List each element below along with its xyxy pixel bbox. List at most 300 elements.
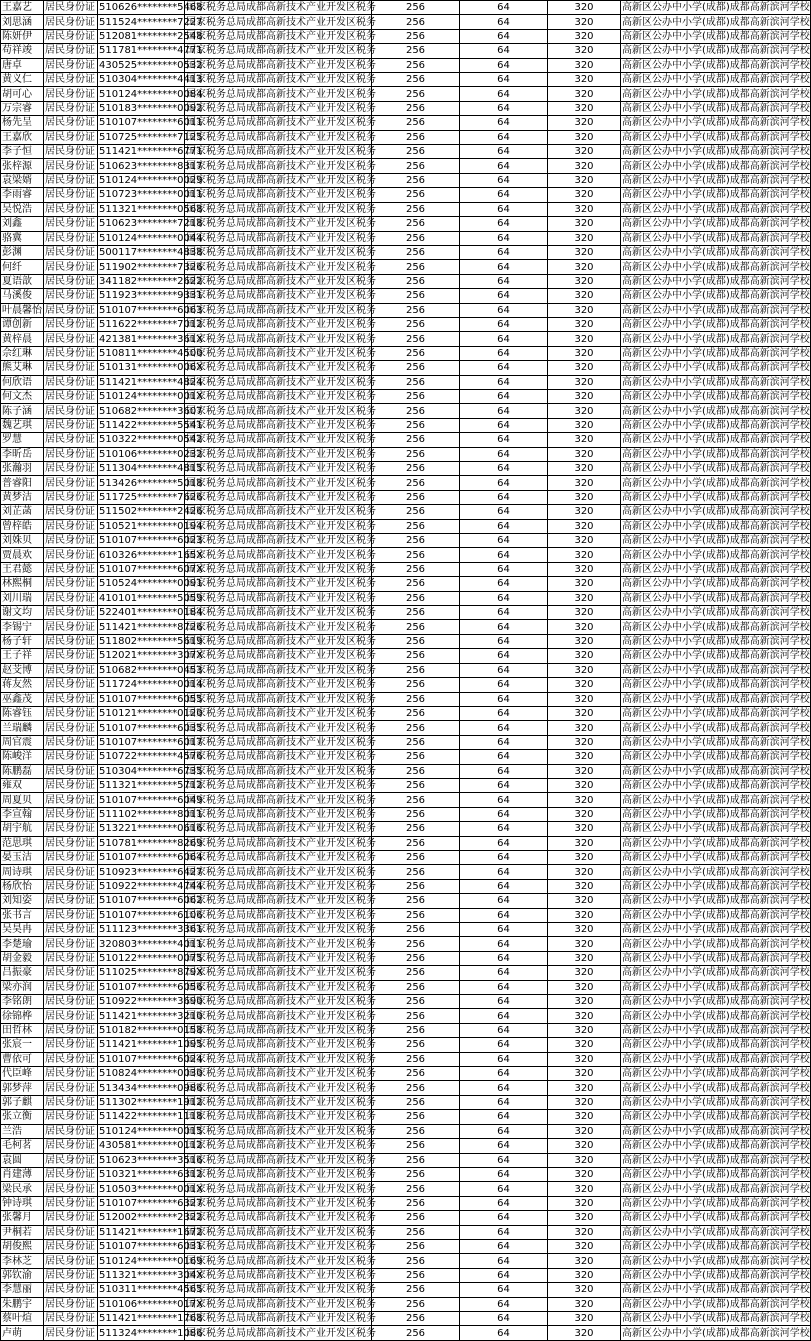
name-cell[interactable]: 黄梓晨 (1, 332, 44, 346)
amount-total-cell[interactable]: 320 (548, 519, 621, 533)
amount-a-cell[interactable]: 256 (372, 1081, 460, 1095)
tax-bureau-cell[interactable]: 国家税务总局成都高新技术产业开发区税务 (186, 1039, 376, 1051)
name-cell[interactable]: 毛柯茗 (1, 1139, 44, 1153)
name-cell[interactable]: 苟祥竣 (1, 44, 44, 58)
id-number-cell[interactable]: 511923********9331 (99, 290, 203, 302)
name-cell[interactable]: 徐锦桦 (1, 1009, 44, 1023)
tax-bureau-cell[interactable]: 国家税务总局成都高新技术产业开发区税务 (186, 780, 376, 792)
amount-a-cell[interactable]: 256 (372, 44, 460, 58)
amount-total-cell[interactable]: 320 (548, 591, 621, 605)
amount-b-cell[interactable]: 64 (460, 908, 548, 922)
amount-b-cell[interactable]: 64 (460, 404, 548, 418)
name-cell[interactable]: 郭钦渝 (1, 1268, 44, 1282)
id-number-cell[interactable]: 511321********5712 (99, 780, 203, 792)
name-cell[interactable]: 袁梁婿 (1, 173, 44, 187)
school-cell[interactable]: 高新区公办中小学(成都)成都高新滨河学校 (622, 16, 810, 28)
name-cell[interactable]: 张瀚羽 (1, 462, 44, 476)
amount-b-cell[interactable]: 64 (460, 260, 548, 274)
school-cell[interactable]: 高新区公办中小学(成都)成都高新滨河学校 (622, 794, 810, 806)
school-cell[interactable]: 高新区公办中小学(成都)成都高新滨河学校 (622, 304, 810, 316)
amount-total-cell[interactable]: 320 (548, 995, 621, 1009)
id-number-cell[interactable]: 511421********4824 (99, 376, 203, 388)
id-number-cell[interactable]: 320803********4011 (99, 938, 203, 950)
amount-b-cell[interactable]: 64 (460, 173, 548, 187)
id-number-cell[interactable]: 510107********6017 (99, 736, 203, 748)
tax-bureau-cell[interactable]: 国家税务总局成都高新技术产业开发区税务 (186, 1183, 376, 1195)
school-cell[interactable]: 高新区公办中小学(成都)成都高新滨河学校 (622, 376, 810, 388)
amount-b-cell[interactable]: 64 (460, 822, 548, 836)
name-cell[interactable]: 马溪俊 (1, 289, 44, 303)
amount-a-cell[interactable]: 256 (372, 418, 460, 432)
id-number-cell[interactable]: 510922********4744 (99, 880, 203, 892)
id-type-cell[interactable]: 居民身份证 (44, 850, 98, 864)
amount-b-cell[interactable]: 64 (460, 1283, 548, 1297)
id-number-cell[interactable]: 510107********6106 (99, 909, 203, 921)
tax-bureau-cell[interactable]: 国家税务总局成都高新技术产业开发区税务 (186, 1154, 376, 1166)
amount-a-cell[interactable]: 256 (372, 1297, 460, 1311)
amount-b-cell[interactable]: 64 (460, 1124, 548, 1138)
school-cell[interactable]: 高新区公办中小学(成都)成都高新滨河学校 (622, 1039, 810, 1051)
id-type-cell[interactable]: 居民身份证 (44, 44, 98, 58)
amount-b-cell[interactable]: 64 (460, 1196, 548, 1210)
id-number-cell[interactable]: 510106********0232 (99, 448, 203, 460)
id-number-cell[interactable]: 510107********6031 (99, 1241, 203, 1253)
amount-b-cell[interactable]: 64 (460, 44, 548, 58)
amount-b-cell[interactable]: 64 (460, 548, 548, 562)
amount-total-cell[interactable]: 320 (548, 534, 621, 548)
tax-bureau-cell[interactable]: 国家税务总局成都高新技术产业开发区税务 (186, 1097, 376, 1109)
school-cell[interactable]: 高新区公办中小学(成都)成都高新滨河学校 (622, 1140, 810, 1152)
amount-total-cell[interactable]: 320 (548, 764, 621, 778)
amount-a-cell[interactable]: 256 (372, 389, 460, 403)
amount-total-cell[interactable]: 320 (548, 1153, 621, 1167)
school-cell[interactable]: 高新区公办中小学(成都)成都高新滨河学校 (622, 1313, 810, 1325)
tax-bureau-cell[interactable]: 国家税务总局成都高新技术产业开发区税务 (186, 103, 376, 115)
id-number-cell[interactable]: 511422********1118 (99, 1111, 203, 1123)
amount-a-cell[interactable]: 256 (372, 1124, 460, 1138)
amount-b-cell[interactable]: 64 (460, 159, 548, 173)
amount-total-cell[interactable]: 320 (548, 202, 621, 216)
tax-bureau-cell[interactable]: 国家税务总局成都高新技术产业开发区税务 (186, 1298, 376, 1310)
amount-a-cell[interactable]: 256 (372, 793, 460, 807)
amount-total-cell[interactable]: 320 (548, 678, 621, 692)
id-number-cell[interactable]: 511324********1086 (99, 1327, 203, 1339)
id-type-cell[interactable]: 居民身份证 (44, 634, 98, 648)
amount-b-cell[interactable]: 64 (460, 534, 548, 548)
id-number-cell[interactable]: 510626********5468 (99, 2, 203, 14)
id-number-cell[interactable]: 510107********6055 (99, 693, 203, 705)
school-cell[interactable]: 高新区公办中小学(成都)成都高新滨河学校 (622, 2, 810, 14)
amount-a-cell[interactable]: 256 (372, 519, 460, 533)
amount-total-cell[interactable]: 320 (548, 375, 621, 389)
school-cell[interactable]: 高新区公办中小学(成都)成都高新滨河学校 (622, 535, 810, 547)
name-cell[interactable]: 李宣翰 (1, 807, 44, 821)
amount-b-cell[interactable]: 64 (460, 462, 548, 476)
id-type-cell[interactable]: 居民身份证 (44, 678, 98, 692)
tax-bureau-cell[interactable]: 国家税务总局成都高新技术产业开发区税务 (186, 693, 376, 705)
name-cell[interactable]: 赵芠博 (1, 663, 44, 677)
amount-b-cell[interactable]: 64 (460, 706, 548, 720)
tax-bureau-cell[interactable]: 国家税务总局成都高新技术产业开发区税务 (186, 823, 376, 835)
tax-bureau-cell[interactable]: 国家税务总局成都高新技术产业开发区税务 (186, 448, 376, 460)
id-type-cell[interactable]: 居民身份证 (44, 966, 98, 980)
amount-b-cell[interactable]: 64 (460, 1211, 548, 1225)
amount-total-cell[interactable]: 320 (548, 1081, 621, 1095)
amount-a-cell[interactable]: 256 (372, 1052, 460, 1066)
id-type-cell[interactable]: 居民身份证 (44, 1211, 98, 1225)
id-type-cell[interactable]: 居民身份证 (44, 418, 98, 432)
id-type-cell[interactable]: 居民身份证 (44, 159, 98, 173)
id-type-cell[interactable]: 居民身份证 (44, 505, 98, 519)
tax-bureau-cell[interactable]: 国家税务总局成都高新技术产业开发区税务 (186, 880, 376, 892)
id-number-cell[interactable]: 511725********7626 (99, 492, 203, 504)
school-cell[interactable]: 高新区公办中小学(成都)成都高新滨河学校 (622, 751, 810, 763)
amount-total-cell[interactable]: 320 (548, 577, 621, 591)
id-number-cell[interactable]: 511421********3210 (99, 1010, 203, 1022)
school-cell[interactable]: 高新区公办中小学(成都)成都高新滨河学校 (622, 895, 810, 907)
tax-bureau-cell[interactable]: 国家税务总局成都高新技术产业开发区税务 (186, 751, 376, 763)
id-number-cell[interactable]: 510182********0158 (99, 1025, 203, 1037)
school-cell[interactable]: 高新区公办中小学(成都)成都高新滨河学校 (622, 1212, 810, 1224)
tax-bureau-cell[interactable]: 国家税务总局成都高新技术产业开发区税务 (186, 924, 376, 936)
amount-total-cell[interactable]: 320 (548, 951, 621, 965)
id-type-cell[interactable]: 居民身份证 (44, 1182, 98, 1196)
tax-bureau-cell[interactable]: 国家税务总局成都高新技术产业开发区税务 (186, 319, 376, 331)
id-number-cell[interactable]: 510107********6049 (99, 794, 203, 806)
id-type-cell[interactable]: 居民身份证 (44, 778, 98, 792)
tax-bureau-cell[interactable]: 国家税务总局成都高新技术产业开发区税务 (186, 463, 376, 475)
name-cell[interactable]: 尹桐若 (1, 1225, 44, 1239)
school-cell[interactable]: 高新区公办中小学(成都)成都高新滨河学校 (622, 924, 810, 936)
id-type-cell[interactable]: 居民身份证 (44, 1, 98, 15)
name-cell[interactable]: 蔡叶煊 (1, 1311, 44, 1325)
id-number-cell[interactable]: 511321********0568 (99, 203, 203, 215)
id-number-cell[interactable]: 510811********4500 (99, 347, 203, 359)
amount-b-cell[interactable]: 64 (460, 591, 548, 605)
amount-a-cell[interactable]: 256 (372, 548, 460, 562)
school-cell[interactable]: 高新区公办中小学(成都)成都高新滨河学校 (622, 391, 810, 403)
tax-bureau-cell[interactable]: 国家税务总局成都高新技术产业开发区税务 (186, 549, 376, 561)
id-number-cell[interactable]: 510725********7125 (99, 131, 203, 143)
tax-bureau-cell[interactable]: 国家税务总局成都高新技术产业开发区税务 (186, 895, 376, 907)
name-cell[interactable]: 吴悦浩 (1, 202, 44, 216)
amount-b-cell[interactable]: 64 (460, 865, 548, 879)
amount-b-cell[interactable]: 64 (460, 721, 548, 735)
school-cell[interactable]: 高新区公办中小学(成都)成都高新滨河学校 (622, 1025, 810, 1037)
id-number-cell[interactable]: 511622********7012 (99, 319, 203, 331)
id-number-cell[interactable]: 510304********4413 (99, 74, 203, 86)
tax-bureau-cell[interactable]: 国家税务总局成都高新技术产业开发区税务 (186, 722, 376, 734)
id-type-cell[interactable]: 居民身份证 (44, 29, 98, 43)
school-cell[interactable]: 高新区公办中小学(成都)成都高新滨河学校 (622, 592, 810, 604)
id-number-cell[interactable]: 510682********0453 (99, 664, 203, 676)
amount-a-cell[interactable]: 256 (372, 966, 460, 980)
amount-total-cell[interactable]: 320 (548, 836, 621, 850)
amount-a-cell[interactable]: 256 (372, 447, 460, 461)
id-type-cell[interactable]: 居民身份证 (44, 591, 98, 605)
amount-total-cell[interactable]: 320 (548, 1052, 621, 1066)
id-type-cell[interactable]: 居民身份证 (44, 937, 98, 951)
amount-b-cell[interactable]: 64 (460, 562, 548, 576)
amount-b-cell[interactable]: 64 (460, 1297, 548, 1311)
name-cell[interactable]: 卢萌 (1, 1326, 44, 1340)
id-type-cell[interactable]: 居民身份证 (44, 1095, 98, 1109)
amount-b-cell[interactable]: 64 (460, 418, 548, 432)
name-cell[interactable]: 张梓源 (1, 159, 44, 173)
amount-total-cell[interactable]: 320 (548, 778, 621, 792)
amount-b-cell[interactable]: 64 (460, 1225, 548, 1239)
amount-total-cell[interactable]: 320 (548, 663, 621, 677)
name-cell[interactable]: 陈鹏磊 (1, 764, 44, 778)
amount-total-cell[interactable]: 320 (548, 1311, 621, 1325)
tax-bureau-cell[interactable]: 国家税务总局成都高新技术产业开发区税务 (186, 967, 376, 979)
name-cell[interactable]: 曾梓皓 (1, 519, 44, 533)
id-type-cell[interactable]: 居民身份证 (44, 130, 98, 144)
amount-a-cell[interactable]: 256 (372, 865, 460, 879)
id-number-cell[interactable]: 510107********6064 (99, 852, 203, 864)
amount-a-cell[interactable]: 256 (372, 908, 460, 922)
tax-bureau-cell[interactable]: 国家税务总局成都高新技术产业开发区税务 (186, 866, 376, 878)
tax-bureau-cell[interactable]: 国家税务总局成都高新技术产业开发区税务 (186, 175, 376, 187)
name-cell[interactable]: 胡俊熙 (1, 1239, 44, 1253)
tax-bureau-cell[interactable]: 国家税务总局成都高新技术产业开发区税务 (186, 1169, 376, 1181)
amount-total-cell[interactable]: 320 (548, 418, 621, 432)
id-number-cell[interactable]: 510107********6062 (99, 895, 203, 907)
tax-bureau-cell[interactable]: 国家税务总局成都高新技术产业开发区税务 (186, 1111, 376, 1123)
id-number-cell[interactable]: 510623********8317 (99, 160, 203, 172)
id-type-cell[interactable]: 居民身份证 (44, 1225, 98, 1239)
amount-total-cell[interactable]: 320 (548, 274, 621, 288)
amount-b-cell[interactable]: 64 (460, 1081, 548, 1095)
school-cell[interactable]: 高新区公办中小学(成都)成都高新滨河学校 (622, 103, 810, 115)
amount-total-cell[interactable]: 320 (548, 44, 621, 58)
id-number-cell[interactable]: 511781********4771 (99, 45, 203, 57)
name-cell[interactable]: 蒋友然 (1, 678, 44, 692)
id-type-cell[interactable]: 居民身份证 (44, 692, 98, 706)
school-cell[interactable]: 高新区公办中小学(成都)成都高新滨河学校 (622, 419, 810, 431)
amount-a-cell[interactable]: 256 (372, 750, 460, 764)
amount-total-cell[interactable]: 320 (548, 73, 621, 87)
id-type-cell[interactable]: 居民身份证 (44, 462, 98, 476)
id-number-cell[interactable]: 430581********0112 (99, 1140, 203, 1152)
id-number-cell[interactable]: 511421********1095 (99, 1039, 203, 1051)
id-number-cell[interactable]: 510521********0194 (99, 520, 203, 532)
tax-bureau-cell[interactable]: 国家税务总局成都高新技术产业开发区税务 (186, 304, 376, 316)
amount-total-cell[interactable]: 320 (548, 923, 621, 937)
amount-b-cell[interactable]: 64 (460, 1067, 548, 1081)
id-type-cell[interactable]: 居民身份证 (44, 116, 98, 130)
id-type-cell[interactable]: 居民身份证 (44, 289, 98, 303)
amount-total-cell[interactable]: 320 (548, 620, 621, 634)
school-cell[interactable]: 高新区公办中小学(成都)成都高新滨河学校 (622, 88, 810, 100)
id-number-cell[interactable]: 510107********6327 (99, 1197, 203, 1209)
name-cell[interactable]: 谢文均 (1, 606, 44, 620)
name-cell[interactable]: 吴昊冉 (1, 923, 44, 937)
amount-b-cell[interactable]: 64 (460, 923, 548, 937)
id-type-cell[interactable]: 居民身份证 (44, 245, 98, 259)
name-cell[interactable]: 梁亦润 (1, 980, 44, 994)
amount-total-cell[interactable]: 320 (548, 289, 621, 303)
id-type-cell[interactable]: 居民身份证 (44, 260, 98, 274)
name-cell[interactable]: 刘川瑞 (1, 591, 44, 605)
tax-bureau-cell[interactable]: 国家税务总局成都高新技术产业开发区税务 (186, 59, 376, 71)
amount-b-cell[interactable]: 64 (460, 130, 548, 144)
id-type-cell[interactable]: 居民身份证 (44, 303, 98, 317)
school-cell[interactable]: 高新区公办中小学(成都)成都高新滨河学校 (622, 1068, 810, 1080)
name-cell[interactable]: 刘知姿 (1, 894, 44, 908)
id-type-cell[interactable]: 居民身份证 (44, 202, 98, 216)
id-number-cell[interactable]: 510124********0029 (99, 175, 203, 187)
id-number-cell[interactable]: 513221********0616 (99, 823, 203, 835)
id-type-cell[interactable]: 居民身份证 (44, 908, 98, 922)
amount-a-cell[interactable]: 256 (372, 1009, 460, 1023)
amount-a-cell[interactable]: 256 (372, 1254, 460, 1268)
school-cell[interactable]: 高新区公办中小学(成都)成都高新滨河学校 (622, 45, 810, 57)
amount-a-cell[interactable]: 256 (372, 1311, 460, 1325)
school-cell[interactable]: 高新区公办中小学(成都)成都高新滨河学校 (622, 463, 810, 475)
tax-bureau-cell[interactable]: 国家税务总局成都高新技术产业开发区税务 (186, 405, 376, 417)
id-type-cell[interactable]: 居民身份证 (44, 1081, 98, 1095)
school-cell[interactable]: 高新区公办中小学(成都)成都高新滨河学校 (622, 333, 810, 345)
amount-b-cell[interactable]: 64 (460, 519, 548, 533)
tax-bureau-cell[interactable]: 国家税务总局成都高新技术产业开发区税务 (186, 808, 376, 820)
amount-total-cell[interactable]: 320 (548, 245, 621, 259)
amount-total-cell[interactable]: 320 (548, 692, 621, 706)
school-cell[interactable]: 高新区公办中小学(成都)成都高新滨河学校 (622, 74, 810, 86)
school-cell[interactable]: 高新区公办中小学(成都)成都高新滨河学校 (622, 996, 810, 1008)
tax-bureau-cell[interactable]: 国家税务总局成都高新技术产业开发区税务 (186, 607, 376, 619)
amount-a-cell[interactable]: 256 (372, 29, 460, 43)
school-cell[interactable]: 高新区公办中小学(成都)成都高新滨河学校 (622, 1154, 810, 1166)
name-cell[interactable]: 骆冀 (1, 231, 44, 245)
tax-bureau-cell[interactable]: 国家税务总局成都高新技术产业开发区税务 (186, 1140, 376, 1152)
id-number-cell[interactable]: 511123********3361 (99, 924, 203, 936)
name-cell[interactable]: 郭梦萍 (1, 1081, 44, 1095)
amount-b-cell[interactable]: 64 (460, 317, 548, 331)
amount-b-cell[interactable]: 64 (460, 1268, 548, 1282)
name-cell[interactable]: 朱鹏宇 (1, 1297, 44, 1311)
name-cell[interactable]: 兰瑞麟 (1, 721, 44, 735)
name-cell[interactable]: 王君懿 (1, 562, 44, 576)
amount-b-cell[interactable]: 64 (460, 1182, 548, 1196)
amount-b-cell[interactable]: 64 (460, 1009, 548, 1023)
amount-a-cell[interactable]: 256 (372, 1, 460, 15)
amount-total-cell[interactable]: 320 (548, 793, 621, 807)
amount-a-cell[interactable]: 256 (372, 462, 460, 476)
amount-b-cell[interactable]: 64 (460, 649, 548, 663)
school-cell[interactable]: 高新区公办中小学(成都)成都高新滨河学校 (622, 736, 810, 748)
id-number-cell[interactable]: 510183********0092 (99, 103, 203, 115)
amount-total-cell[interactable]: 320 (548, 361, 621, 375)
name-cell[interactable]: 何欣语 (1, 375, 44, 389)
id-type-cell[interactable]: 居民身份证 (44, 879, 98, 893)
id-type-cell[interactable]: 居民身份证 (44, 620, 98, 634)
amount-a-cell[interactable]: 256 (372, 145, 460, 159)
name-cell[interactable]: 夏语歆 (1, 274, 44, 288)
name-cell[interactable]: 陈妍伊 (1, 29, 44, 43)
amount-total-cell[interactable]: 320 (548, 966, 621, 980)
id-type-cell[interactable]: 居民身份证 (44, 490, 98, 504)
id-number-cell[interactable]: 510321********6312 (99, 1169, 203, 1181)
id-type-cell[interactable]: 居民身份证 (44, 649, 98, 663)
amount-b-cell[interactable]: 64 (460, 1095, 548, 1109)
id-number-cell[interactable]: 510107********6063 (99, 304, 203, 316)
amount-total-cell[interactable]: 320 (548, 1225, 621, 1239)
id-number-cell[interactable]: 513426********5018 (99, 477, 203, 489)
amount-total-cell[interactable]: 320 (548, 404, 621, 418)
amount-total-cell[interactable]: 320 (548, 721, 621, 735)
school-cell[interactable]: 高新区公办中小学(成都)成都高新滨河学校 (622, 693, 810, 705)
amount-b-cell[interactable]: 64 (460, 879, 548, 893)
amount-a-cell[interactable]: 256 (372, 534, 460, 548)
amount-a-cell[interactable]: 256 (372, 217, 460, 231)
amount-b-cell[interactable]: 64 (460, 778, 548, 792)
id-type-cell[interactable]: 居民身份证 (44, 865, 98, 879)
name-cell[interactable]: 王嘉艺 (1, 1, 44, 15)
school-cell[interactable]: 高新区公办中小学(成都)成都高新滨河学校 (622, 880, 810, 892)
name-cell[interactable]: 杨先呈 (1, 116, 44, 130)
id-type-cell[interactable]: 居民身份证 (44, 836, 98, 850)
id-number-cell[interactable]: 510623********7218 (99, 218, 203, 230)
name-cell[interactable]: 林熙桐 (1, 577, 44, 591)
amount-total-cell[interactable]: 320 (548, 490, 621, 504)
amount-b-cell[interactable]: 64 (460, 389, 548, 403)
name-cell[interactable]: 黄义仁 (1, 73, 44, 87)
id-number-cell[interactable]: 510124********0084 (99, 88, 203, 100)
school-cell[interactable]: 高新区公办中小学(成都)成都高新滨河学校 (622, 823, 810, 835)
id-type-cell[interactable]: 居民身份证 (44, 1139, 98, 1153)
tax-bureau-cell[interactable]: 国家税务总局成都高新技术产业开发区税务 (186, 477, 376, 489)
amount-b-cell[interactable]: 64 (460, 606, 548, 620)
tax-bureau-cell[interactable]: 国家税务总局成都高新技术产业开发区税务 (186, 837, 376, 849)
name-cell[interactable]: 兰浩 (1, 1124, 44, 1138)
school-cell[interactable]: 高新区公办中小学(成都)成都高新滨河学校 (622, 1255, 810, 1267)
amount-b-cell[interactable]: 64 (460, 29, 548, 43)
name-cell[interactable]: 佘红琳 (1, 346, 44, 360)
amount-a-cell[interactable]: 256 (372, 735, 460, 749)
amount-a-cell[interactable]: 256 (372, 980, 460, 994)
id-number-cell[interactable]: 510124********0044 (99, 232, 203, 244)
school-cell[interactable]: 高新区公办中小学(成都)成都高新滨河学校 (622, 290, 810, 302)
id-number-cell[interactable]: 512021********307X (99, 650, 204, 662)
id-number-cell[interactable]: 510124********0015 (99, 1125, 203, 1137)
school-cell[interactable]: 高新区公办中小学(成都)成都高新滨河学校 (622, 405, 810, 417)
id-number-cell[interactable]: 511421********1672 (99, 1226, 203, 1238)
name-cell[interactable]: 巫鑫茂 (1, 692, 44, 706)
amount-a-cell[interactable]: 256 (372, 706, 460, 720)
amount-total-cell[interactable]: 320 (548, 346, 621, 360)
id-number-cell[interactable]: 510311********4565 (99, 1284, 203, 1296)
amount-a-cell[interactable]: 256 (372, 1139, 460, 1153)
id-number-cell[interactable]: 510106********017X (99, 1298, 204, 1310)
amount-total-cell[interactable]: 320 (548, 750, 621, 764)
id-number-cell[interactable]: 511421********8726 (99, 621, 203, 633)
id-number-cell[interactable]: 510107********6056 (99, 981, 203, 993)
id-type-cell[interactable]: 居民身份证 (44, 721, 98, 735)
id-number-cell[interactable]: 510723********0011 (99, 189, 203, 201)
name-cell[interactable]: 叶晨馨怡 (2, 304, 42, 316)
school-cell[interactable]: 高新区公办中小学(成都)成都高新滨河学校 (622, 967, 810, 979)
amount-a-cell[interactable]: 256 (372, 317, 460, 331)
amount-a-cell[interactable]: 256 (372, 375, 460, 389)
tax-bureau-cell[interactable]: 国家税务总局成都高新技术产业开发区税务 (186, 232, 376, 244)
name-cell[interactable]: 晏玉洁 (1, 850, 44, 864)
id-type-cell[interactable]: 居民身份证 (44, 1023, 98, 1037)
school-cell[interactable]: 高新区公办中小学(成都)成都高新滨河学校 (622, 117, 810, 129)
name-cell[interactable]: 雍双 (1, 778, 44, 792)
tax-bureau-cell[interactable]: 国家税务总局成都高新技术产业开发区税务 (186, 996, 376, 1008)
amount-b-cell[interactable]: 64 (460, 980, 548, 994)
